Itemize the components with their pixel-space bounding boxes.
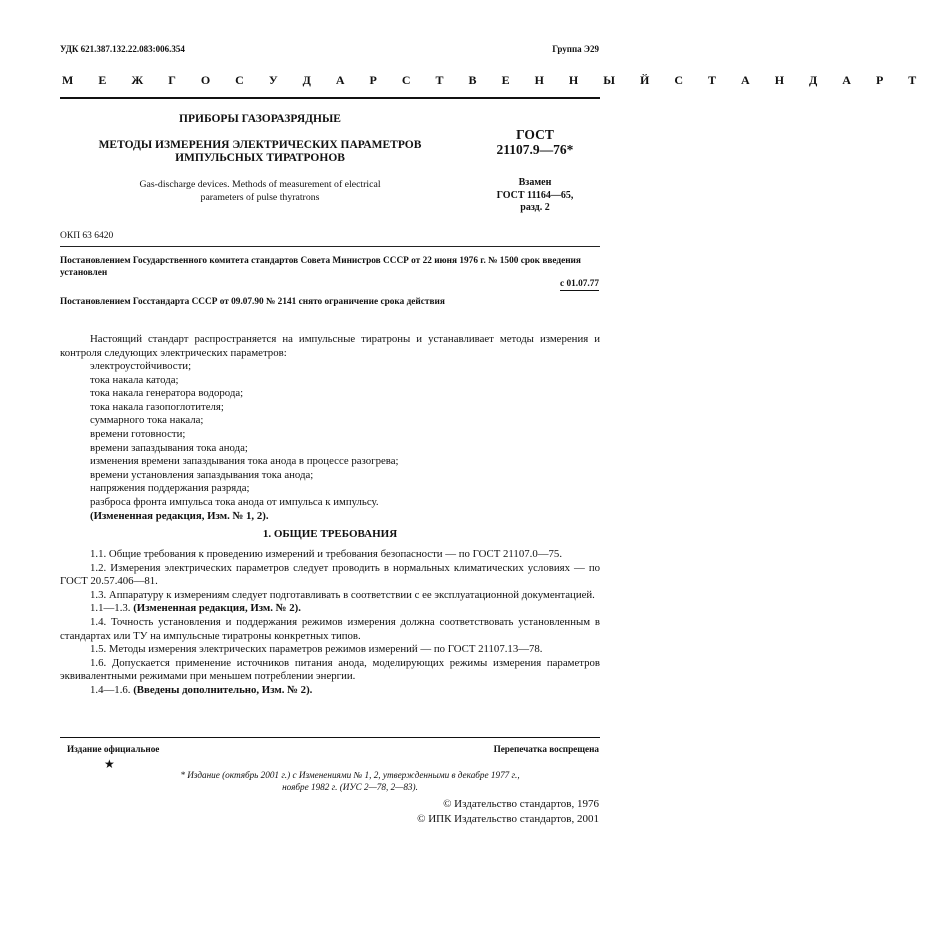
title-sub xyxy=(60,139,460,165)
list-item: времени запаздывания тока анода; xyxy=(90,441,248,454)
reprint-prohibited: Перепечатка воспрещена xyxy=(493,744,599,754)
list-item: суммарного тока накала; xyxy=(90,414,204,427)
list-item: тока накала генератора водорода; xyxy=(90,387,244,400)
okp-code: ОКП 63 6420 xyxy=(60,231,114,241)
edition-note-line-2: ноябре 1982 г. (ИУС 2—78, 2—83). xyxy=(282,782,418,792)
standard-type-banner: М Е Ж Г О С У Д А Р С Т В Е Н Н Ы Й С Т А Н Д А Р Т xyxy=(62,73,927,87)
clause-1-1-3-revision xyxy=(60,602,600,616)
section-1-heading: 1. ОБЩИЕ ТРЕБОВАНИЯ xyxy=(262,528,398,540)
gost-label: ГОСТ xyxy=(516,127,554,142)
clause-1-4: 1.4. Точность установления и поддержания режимов измерения должна соответствовать установленным в стандартах или ТУ на импульсные тиратроны конкретных типов. xyxy=(60,615,600,642)
clause-1-1: 1.1. Общие требования к проведению измерений и требования безопасности — по ГОСТ 21107.0—75. xyxy=(90,548,563,560)
clause-1-4-6-revision xyxy=(60,684,600,698)
list-item: изменения времени запаздывания тока анода в процессе разогрева; xyxy=(90,455,399,468)
clause-range-ref: 1.1—1.3. xyxy=(90,602,131,615)
top-rule xyxy=(60,97,600,99)
title-main: ПРИБОРЫ ГАЗОРАЗРЯДНЫЕ xyxy=(179,113,341,125)
edition-note xyxy=(90,769,610,793)
list-item: тока накала катода; xyxy=(90,373,179,386)
list-item: времени готовности; xyxy=(90,427,186,440)
official-edition: Издание официальное xyxy=(67,744,160,754)
replaces-section: разд. 2 xyxy=(520,202,550,213)
list-item: разброса фронта импульса тока анода от импульса к импульсу. xyxy=(90,495,379,508)
section-1-body xyxy=(60,548,600,698)
effective-date: с 01.07.77 xyxy=(560,279,599,289)
copyright-1976: © Издательство стандартов, 1976 xyxy=(443,798,599,810)
list-item: напряжения поддержания разряда; xyxy=(90,482,250,495)
intro-revision-note: (Измененная редакция, Изм. № 1, 2). xyxy=(90,509,269,522)
intro-paragraph: Настоящий стандарт распространяется на импульсные тиратроны и устанавливает методы измерения и контроля следующих электрических параметров: xyxy=(60,333,600,359)
replaces-label: Взамен xyxy=(518,177,552,188)
clause-1-2: 1.2. Измерения электрических параметров следует проводить в нормальных климатических условиях — по ГОСТ 20.57.406—81. xyxy=(60,561,600,588)
star-icon: ★ xyxy=(104,757,115,771)
list-item: времени установления запаздывания тока анода; xyxy=(90,468,314,481)
list-item: электроустойчивости; xyxy=(90,360,192,372)
decree-2: Постановлением Госстандарта СССР от 09.07.90 № 2141 снято ограничение срока действия xyxy=(60,297,445,307)
list-item: тока накала газопоглотителя; xyxy=(90,400,224,413)
copyright-block xyxy=(417,797,599,827)
title-sub-line-1: МЕТОДЫ ИЗМЕРЕНИЯ ЭЛЕКТРИЧЕСКИХ ПАРАМЕТРОВ xyxy=(98,139,422,151)
replaces-gost: ГОСТ 11164—65, xyxy=(496,189,574,201)
title-en-line-2: parameters of pulse thyratrons xyxy=(200,192,320,203)
title-english xyxy=(60,178,460,204)
clause-1-6: 1.6. Допускается применение источников питания анода, моделирующих режимы измерения параметров эквивалентными режимами при меньшем потреблении энергии. xyxy=(60,656,600,683)
copyright-2001: © ИПК Издательство стандартов, 2001 xyxy=(417,813,599,825)
udk-code: УДК 621.387.132.22.083:006.354 xyxy=(60,44,185,54)
footer-rule xyxy=(60,737,600,738)
okp-rule xyxy=(60,246,600,247)
group-code: Группа Э29 xyxy=(552,44,599,54)
revision-note: (Измененная редакция, Изм. № 2). xyxy=(133,602,301,615)
addition-note: (Введены дополнительно, Изм. № 2). xyxy=(133,683,313,696)
title-sub-line-2: ИМПУЛЬСНЫХ ТИРАТРОНОВ xyxy=(175,152,345,164)
clause-range-ref: 1.4—1.6. xyxy=(90,683,131,696)
gost-number: 21107.9—76* xyxy=(496,142,574,157)
parameter-list xyxy=(90,360,590,523)
clause-1-5: 1.5. Методы измерения электрических параметров режимов измерений — по ГОСТ 21107.13—78. xyxy=(90,643,543,656)
title-en-line-1: Gas-discharge devices. Methods of measurement of electrical xyxy=(139,179,381,190)
clause-1-3: 1.3. Аппаратуру к измерениям следует подготавливать в соответствии с ее эксплуатационной документацией. xyxy=(90,588,595,601)
decree-1: Постановлением Государственного комитета стандартов Совета Министров СССР от 22 июня 1976 г. № 1500 срок введения установлен xyxy=(60,256,581,278)
replaces-block xyxy=(470,177,600,215)
edition-note-line-1: * Издание (октябрь 2001 г.) с Изменениями № 1, 2, утвержденными в декабре 1977 г., xyxy=(180,770,520,780)
gost-designation xyxy=(470,127,600,157)
